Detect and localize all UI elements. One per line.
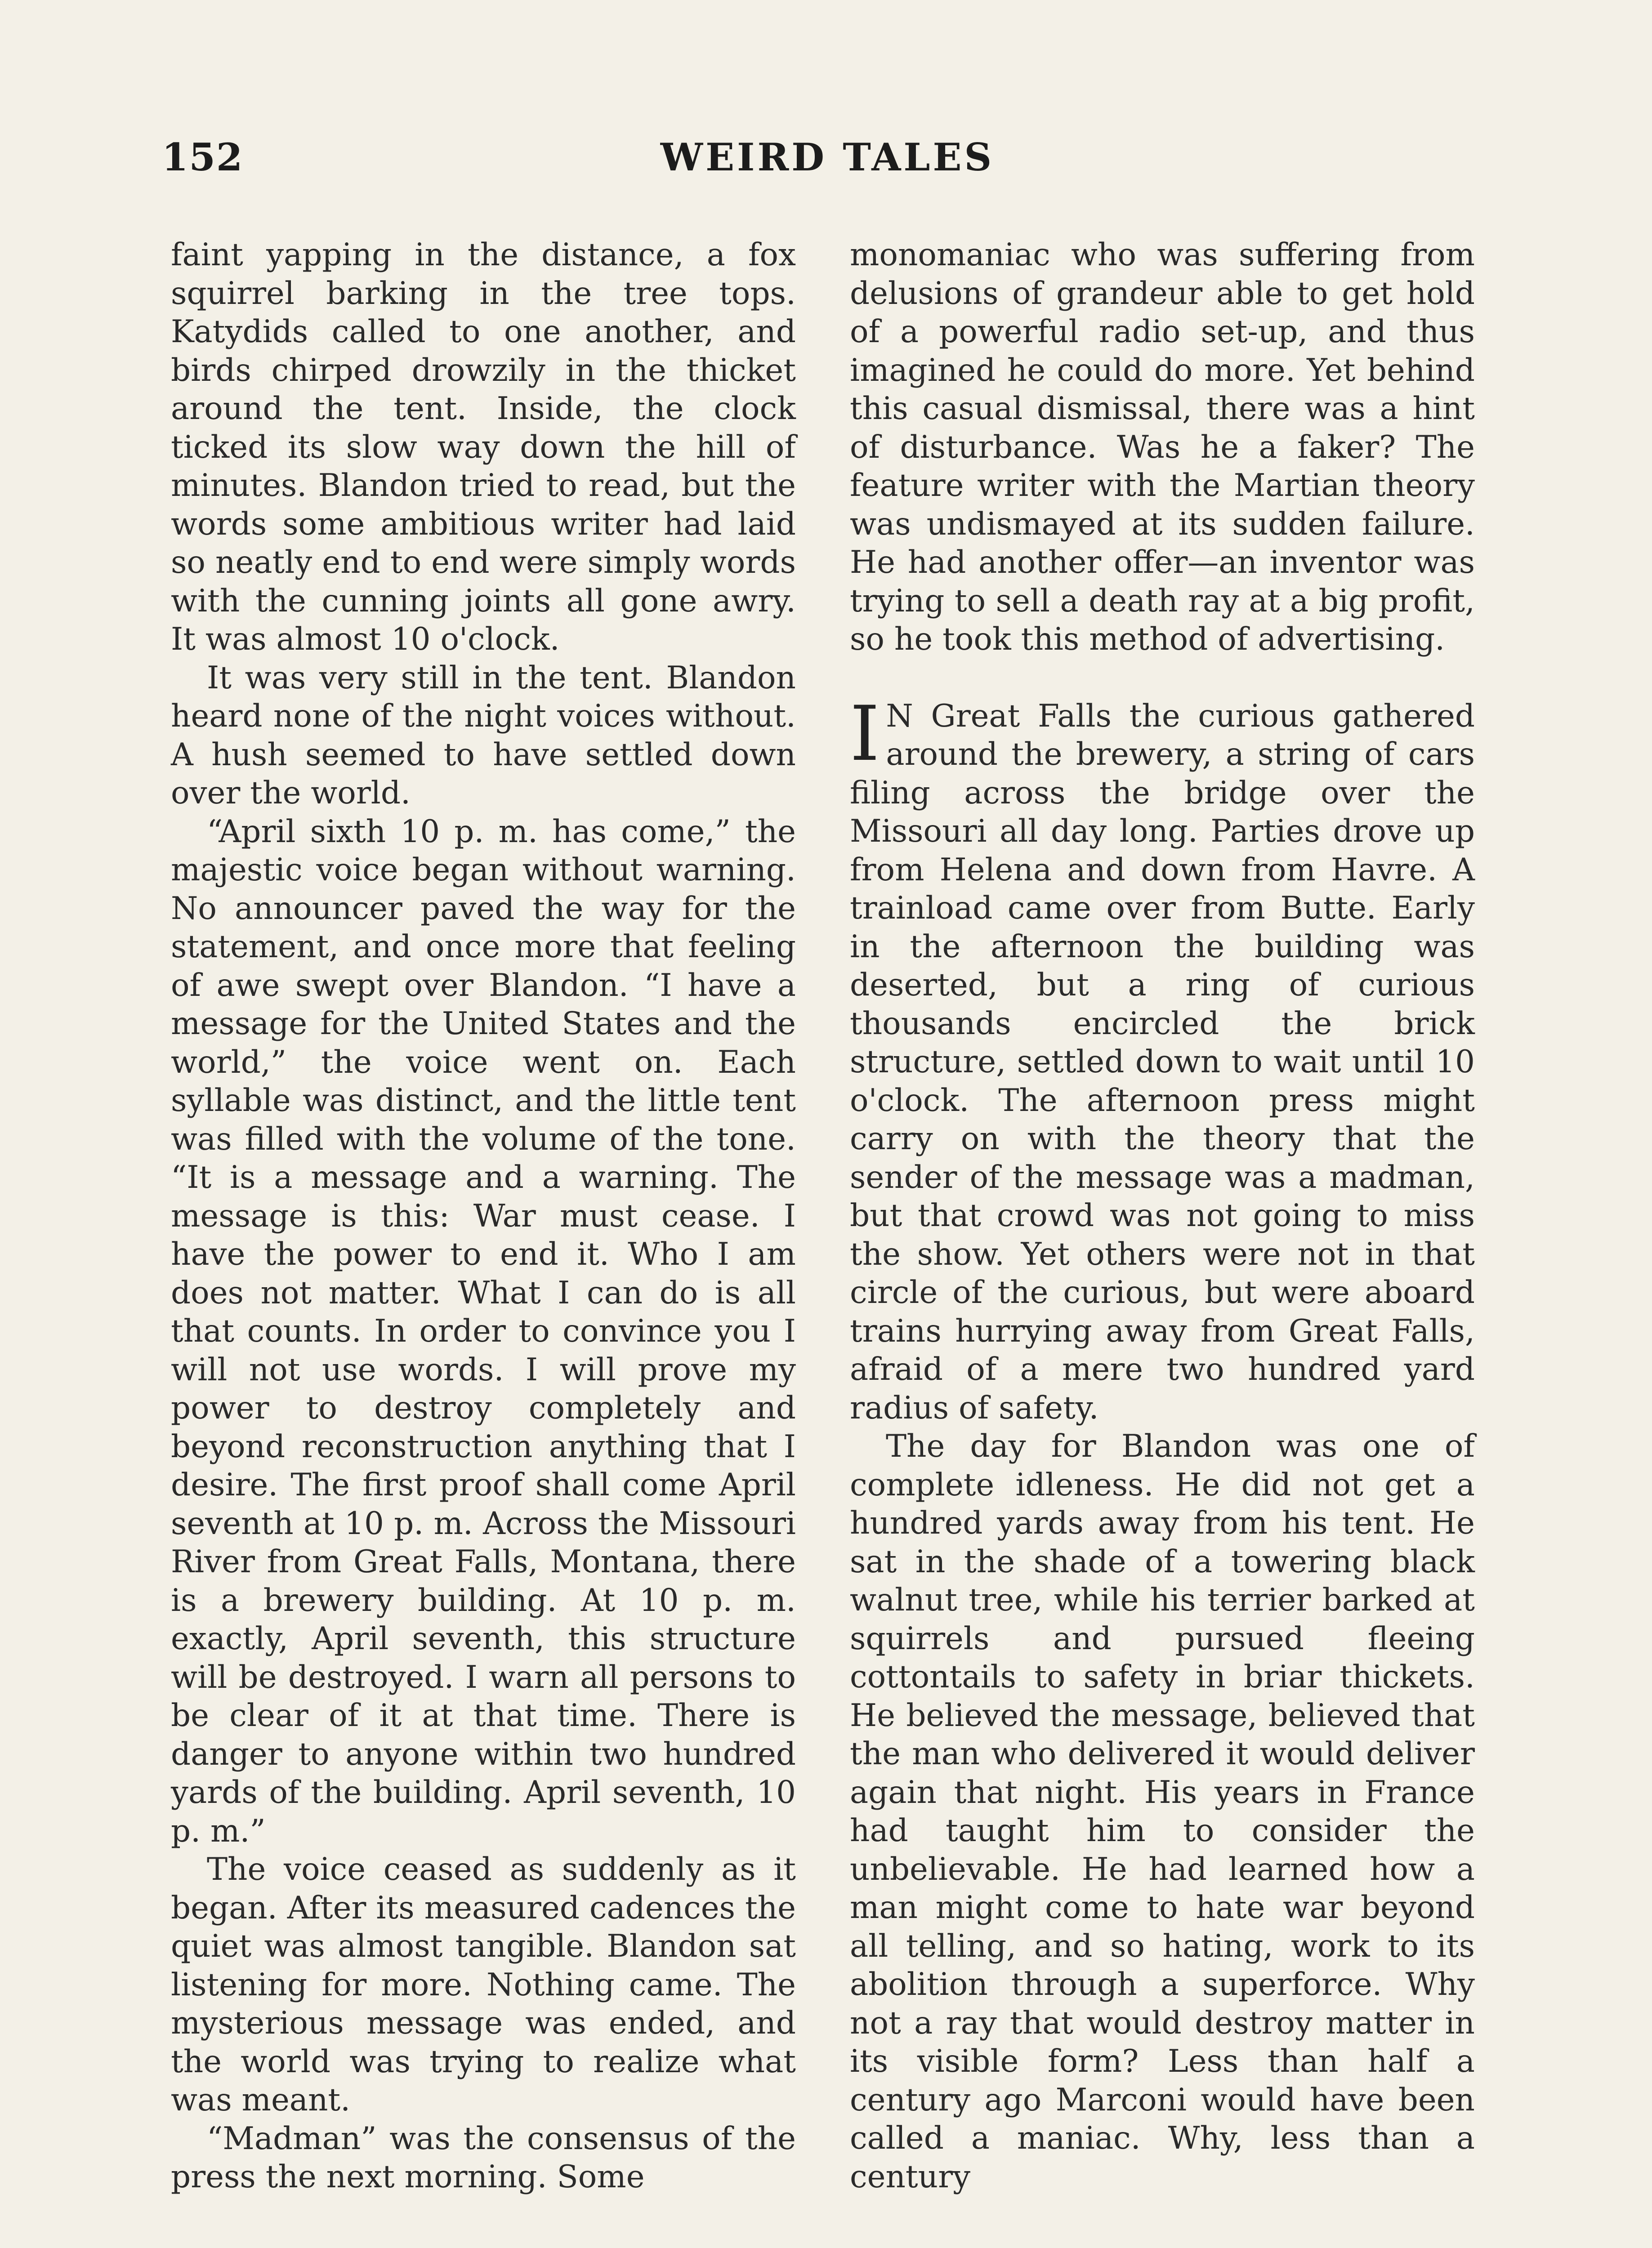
left-paragraph-3: “April sixth 10 p. m. has come,” the majestic voice began without warning. No announcer paved the way for the statement, and once more that feeling of awe swept over Blandon. “I have a message for the United States and the world,” the voice went on. Each syllable was distinct, and the little tent was filled with the volume of the tone. “It is a message and a warning. The message is this: War must cease. I have the power to end it. Who I am does not matter. What I can do is all that counts. In order to convince you I will not use words. I will prove my power to destroy completely and beyond reconstruction anything that I desire. The first proof shall come April seventh at 10 p. m. Across the Missouri River from Great Falls, Montana, there is a brewery building. At 10 p. m. exactly, April seventh, this structure will be destroyed. I warn all persons to be clear of it at that time. There is danger to anyone within two hundred yards of the building. April seventh, 10 p. m.” [171, 813, 796, 1849]
right-paragraph-2-text: Great Falls the curious gathered around the brewery, a string of cars filing across the bridge over the Missouri all day long. Parties drove up from Helena and down from Havre. A trainload came over from Butte. Early in the afternoon the building was deserted, but a ring of curious thousands encircled the brick structure, settled down to wait until 10 o'clock. The afternoon press might carry on with the theory that the sender of the message was a madman, but that crowd was not going to miss the show. Yet others were not in that circle of the curious, but were aboard trains hurrying away from Great Falls, afraid of a mere two hundred yard radius of safety. [850, 698, 1475, 1426]
right-column [850, 236, 1475, 2196]
left-column [171, 236, 796, 2197]
right-paragraph-2 [850, 689, 1475, 1428]
left-paragraph-2: It was very still in the tent. Blandon heard none of the night voices without. A hush seemed to have settled down over the world. [171, 660, 796, 811]
left-paragraph-5: “Madman” was the consensus of the press the next morning. Some [171, 2120, 796, 2195]
right-paragraph-3: The day for Blandon was one of complete idleness. He did not get a hundred yards away from his tent. He sat in the shade of a towering black walnut tree, while his terrier barked at squirrels and pursued fleeing cottontails to safety in briar thickets. He believed the message, believed that the man who delivered it would deliver again that night. His years in France had taught him to consider the unbelievable. He had learned how a man might come to hate war beyond all telling, and so hating, work to its abolition through a superforce. Why not a ray that would destroy matter in its visible form? Less than half a century ago Marconi would have been called a maniac. Why, less than a century [850, 1428, 1475, 2195]
left-paragraph-1: faint yapping in the distance, a fox squirrel barking in the tree tops. Katydids called to one another, and birds chirped drowzily in the thicket around the tent. Inside, the clock ticked its slow way down the hill of minutes. Blandon tried to read, but the words some ambitious writer had laid so neatly end to end were simply words with the cunning joints all gone awry. It was almost 10 o'clock. [171, 237, 796, 657]
page-number: 152 [162, 135, 244, 179]
drop-cap: I [850, 689, 880, 778]
page-header [162, 135, 1493, 189]
right-paragraph-1: monomaniac who was suffering from delusions of grandeur able to get hold of a powerful radio set-up, and thus imagined he could do more. Yet behind this casual dismissal, there was a hint of disturbance. Was he a faker? The feature writer with the Martian theory was undismayed at its sudden failure. He had another offer—an inventor was trying to sell a death ray at a big profit, so he took this method of advertising. [850, 237, 1475, 657]
running-title: WEIRD TALES [660, 135, 995, 179]
left-paragraph-4: The voice ceased as suddenly as it began. After its measured cadences the quiet was almost tangible. Blandon sat listening for more. Nothing came. The mysterious message was ended, and the world was trying to realize what was meant. [171, 1851, 796, 2118]
small-caps-lead: N [886, 698, 913, 734]
